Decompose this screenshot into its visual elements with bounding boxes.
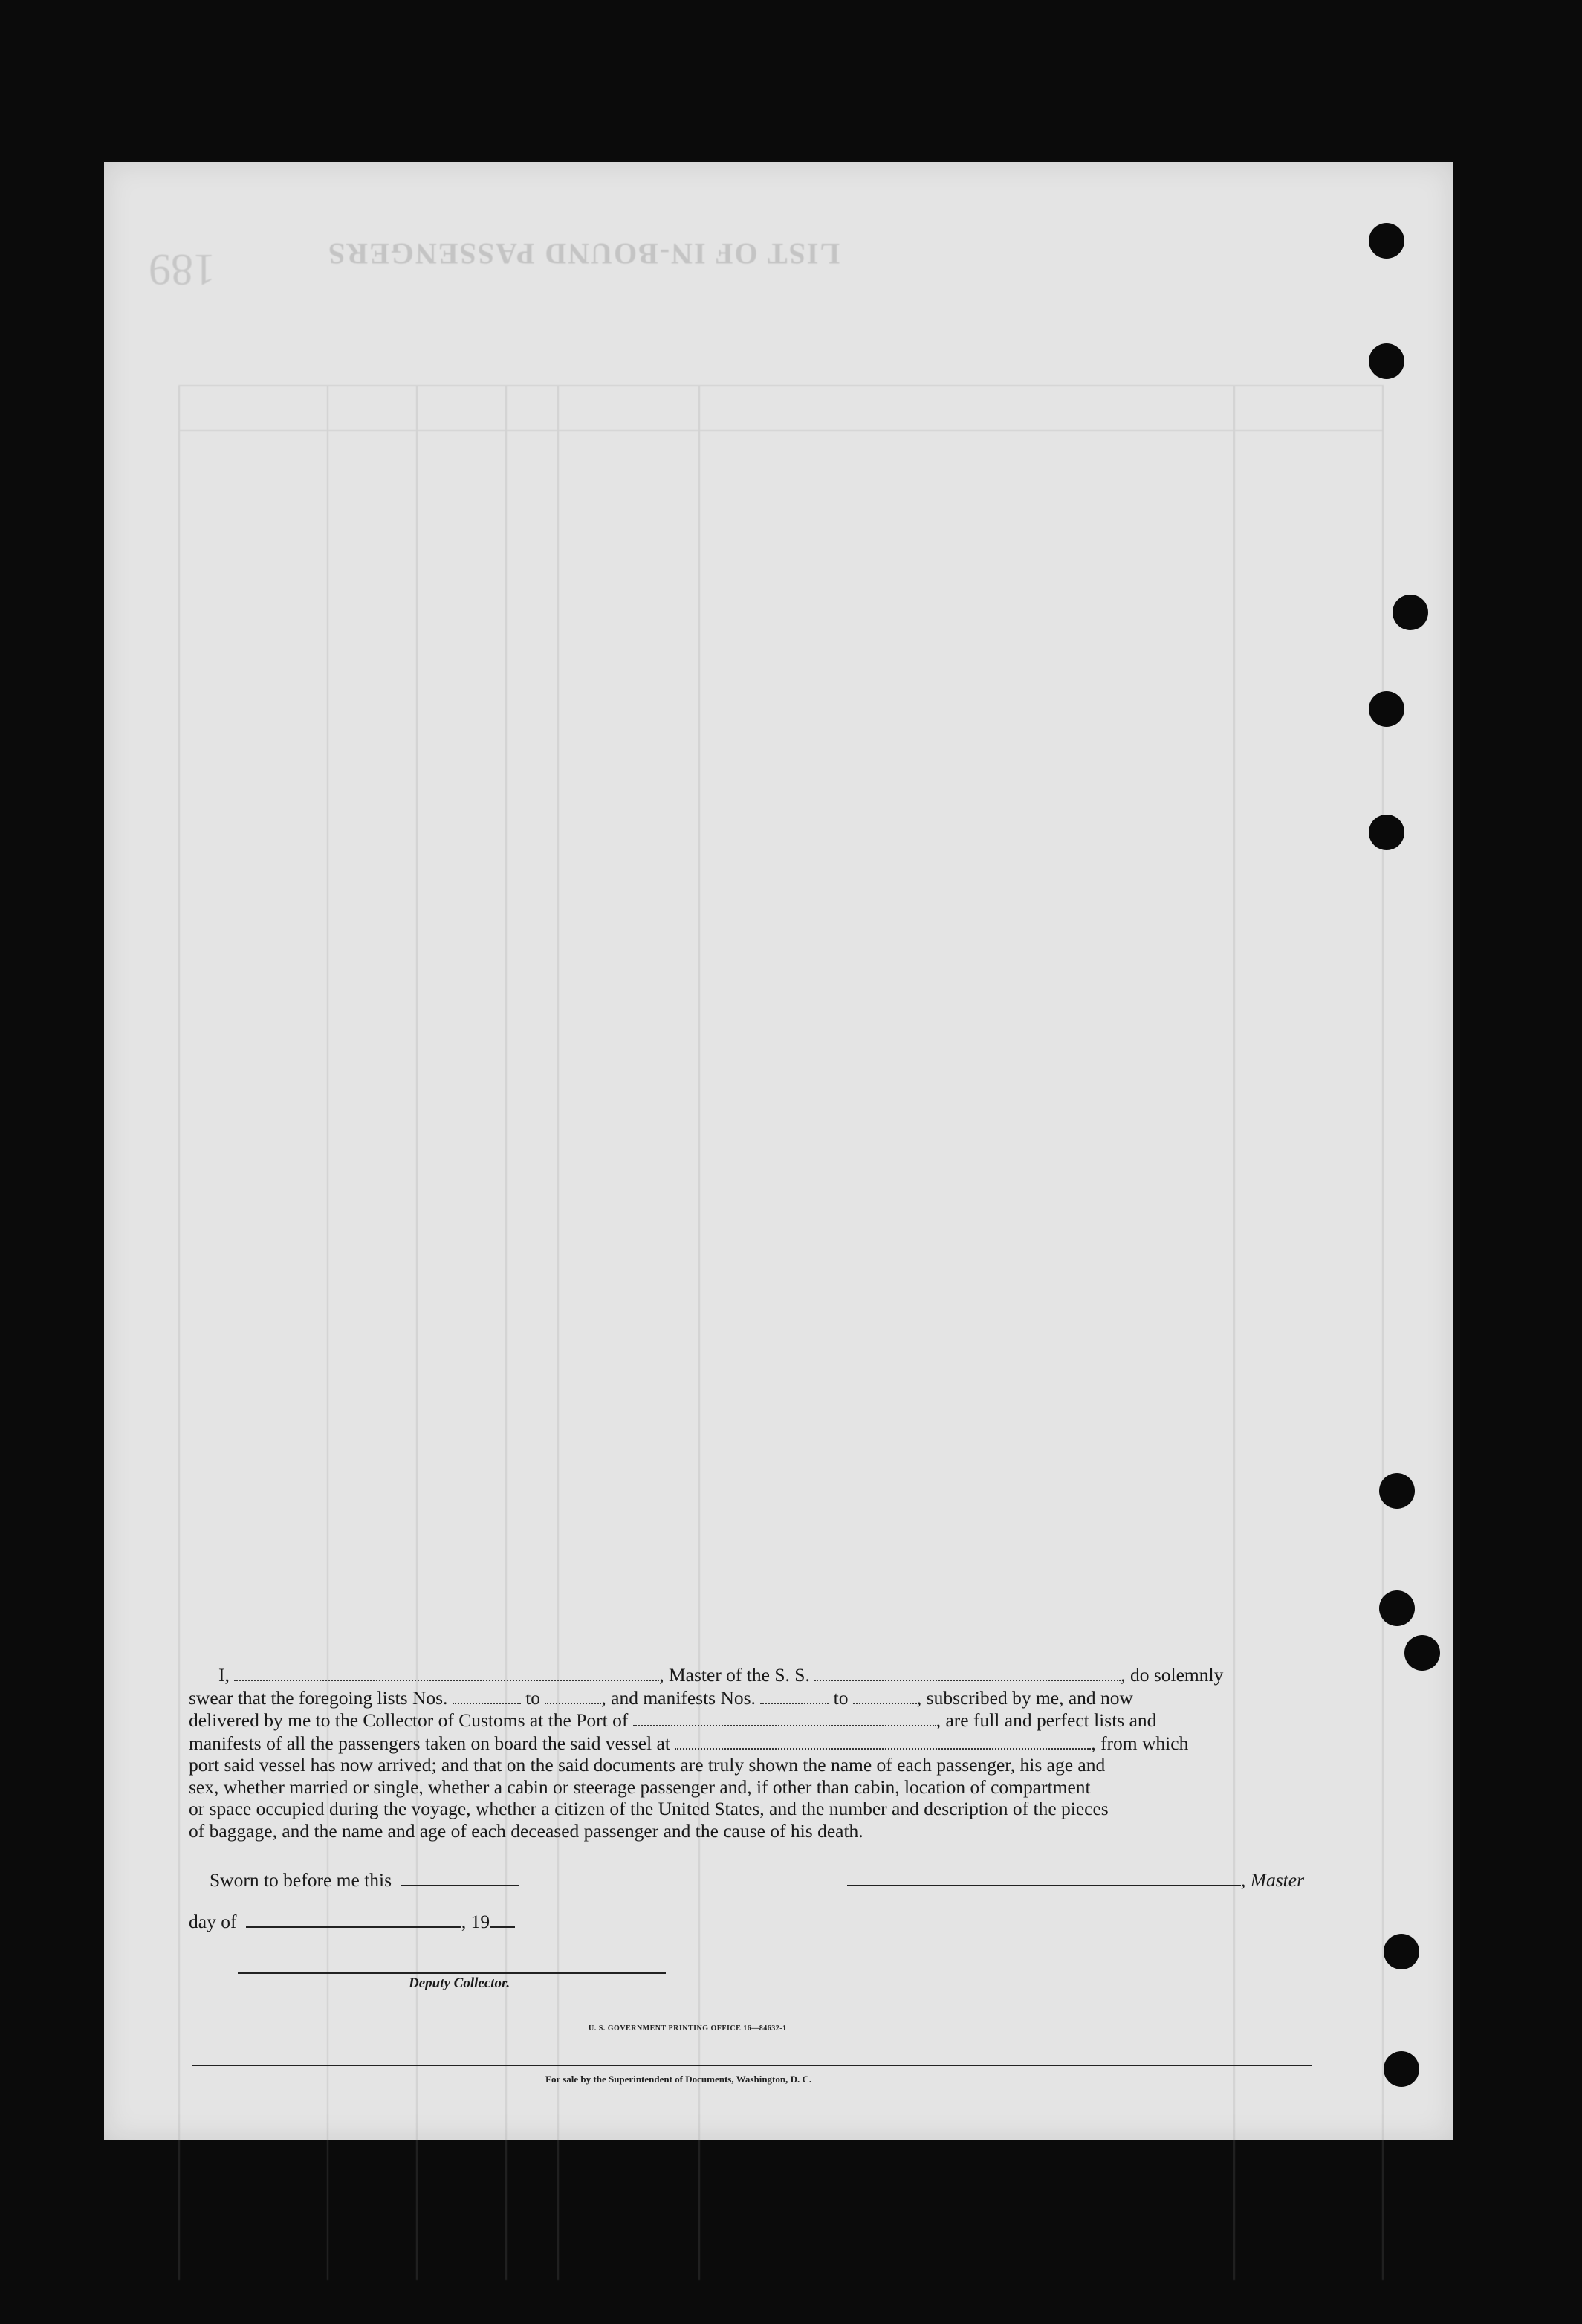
manifest-from-blank (760, 1686, 829, 1704)
oath-text: , Master of the S. S. (659, 1664, 815, 1686)
oath-text: swear that the foregoing lists Nos. (189, 1686, 453, 1709)
year-label: , 19 (461, 1911, 490, 1932)
manifest-to-blank (853, 1686, 917, 1704)
footer-rule (192, 2065, 1312, 2066)
oath-line-5: port said vessel has now arrived; and that on the said documents are truly shown the name of each passenger, his age and (189, 1754, 1106, 1776)
punch-hole (1369, 815, 1404, 850)
oath-text: to (520, 1686, 545, 1709)
punch-hole (1369, 343, 1404, 379)
deputy-collector-label: Deputy Collector. (409, 1975, 510, 1991)
punch-hole (1393, 595, 1428, 630)
origin-port-blank (675, 1732, 1091, 1750)
punch-hole (1369, 223, 1404, 259)
punch-hole (1384, 2051, 1419, 2087)
punch-hole (1369, 691, 1404, 727)
oath-line-1 (189, 1663, 1421, 1686)
day-of-label: day of (189, 1911, 237, 1932)
punch-hole (1404, 1635, 1440, 1671)
oath-text: delivered by me to the Collector of Customs at the Port of (189, 1709, 633, 1731)
sworn-date-blank (401, 1868, 519, 1886)
oath-text: , and manifests Nos. (601, 1686, 761, 1709)
oath-text: , subscribed by me, and now (916, 1686, 1133, 1709)
printer-imprint: U. S. GOVERNMENT PRINTING OFFICE 16—84632-1 (589, 2024, 787, 2033)
ghost-grid (178, 385, 1382, 2280)
punch-hole (1379, 1473, 1415, 1509)
ghost-page-number: 189 (149, 245, 215, 294)
day-of-line (189, 1910, 515, 1933)
oath-text: , are full and perfect lists and (936, 1709, 1157, 1731)
ghost-title: LIST OF IN-BOUND PASSENGERS (327, 237, 840, 271)
sworn-line (210, 1868, 519, 1891)
deputy-signature-line (238, 1972, 666, 1974)
oath-text: manifests of all the passengers taken on board the said vessel at (189, 1732, 675, 1754)
manifest-page (104, 162, 1453, 2140)
port-blank (633, 1709, 936, 1726)
oath-text: to (829, 1686, 853, 1709)
master-label: , Master (1241, 1869, 1304, 1891)
oath-text: I, (218, 1664, 235, 1686)
oath-text: , from which (1091, 1732, 1189, 1754)
master-signature (847, 1868, 1304, 1891)
day-blank (246, 1910, 461, 1928)
list-from-blank (453, 1686, 521, 1704)
bleed-through (104, 162, 1453, 2140)
name-blank (234, 1663, 659, 1681)
oath-paragraph (189, 1663, 1421, 1842)
oath-line-7: or space occupied during the voyage, whether a citizen of the United States, and the number and description of the pieces (189, 1798, 1109, 1819)
oath-line-3 (189, 1709, 1421, 1732)
oath-line-6: sex, whether married or single, whether a cabin or steerage passenger and, if other than cabin, location of compartment (189, 1776, 1091, 1798)
list-to-blank (545, 1686, 601, 1704)
oath-line-8: of baggage, and the name and age of each deceased passenger and the cause of his death. (189, 1819, 863, 1842)
oath-text: , do solemnly (1121, 1664, 1224, 1686)
oath-line-2 (189, 1686, 1421, 1709)
year-blank (490, 1910, 515, 1928)
ship-name-blank (814, 1663, 1121, 1681)
master-signature-blank (847, 1868, 1241, 1886)
sale-notice: For sale by the Superintendent of Documents, Washington, D. C. (545, 2074, 812, 2085)
oath-line-4 (189, 1732, 1421, 1755)
punch-hole (1384, 1934, 1419, 1969)
sworn-label: Sworn to before me this (210, 1869, 392, 1891)
punch-hole (1379, 1590, 1415, 1626)
